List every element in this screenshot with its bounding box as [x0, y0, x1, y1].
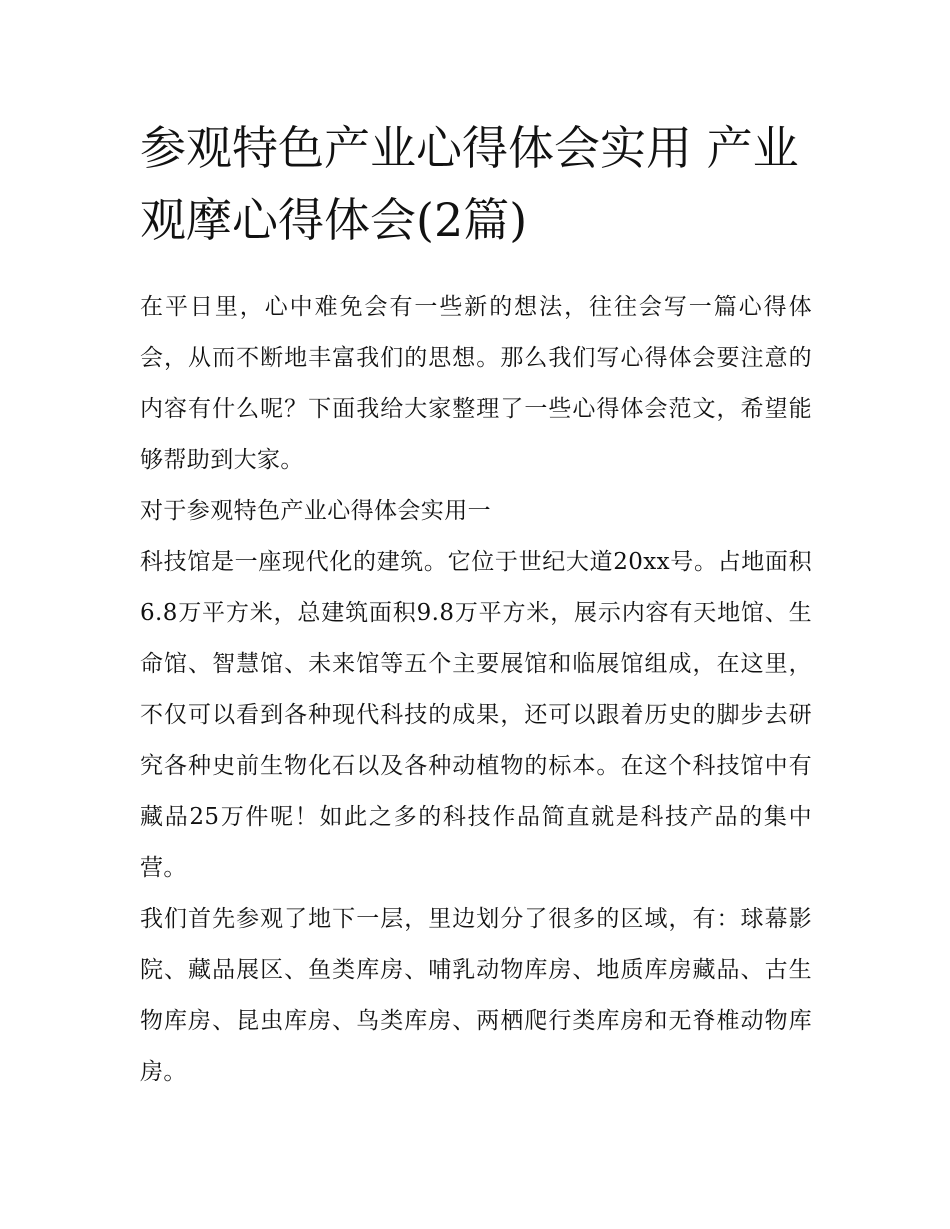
document-title: 参观特色产业心得体会实用 产业观摩心得体会(2篇)	[140, 121, 799, 247]
body-paragraph: 我们首先参观了地下一层，里边划分了很多的区域，有：球幕影院、藏品展区、鱼类库房、哺乳动物库房、地质库房藏品、古生物库房、昆虫库房、鸟类库房、两栖爬行类库房和无脊椎动物库房。	[140, 906, 812, 1085]
document-body	[140, 112, 812, 1098]
intro-paragraph: 在平日里，心中难免会有一些新的想法，往往会写一篇心得体会，从而不断地丰富我们的思想。那么我们写心得体会要注意的内容有什么呢？下面我给大家整理了一些心得体会范文，希望能够帮助到大家。	[140, 294, 812, 473]
body-paragraph: 科技馆是一座现代化的建筑。它位于世纪大道20xx号。占地面积6.8万平方米，总建筑面积9.8万平方米，展示内容有天地馆、生命馆、智慧馆、未来馆等五个主要展馆和临展馆组成，在这里，不仅可以看到各种现代科技的成果，还可以跟着历史的脚步去研究各种史前生物化石以及各种动植物的标本。在这个科技馆中有藏品25万件呢！如此之多的科技作品简直就是科技产品的集中营。	[140, 549, 812, 881]
section-heading: 对于参观特色产业心得体会实用一	[140, 498, 491, 524]
